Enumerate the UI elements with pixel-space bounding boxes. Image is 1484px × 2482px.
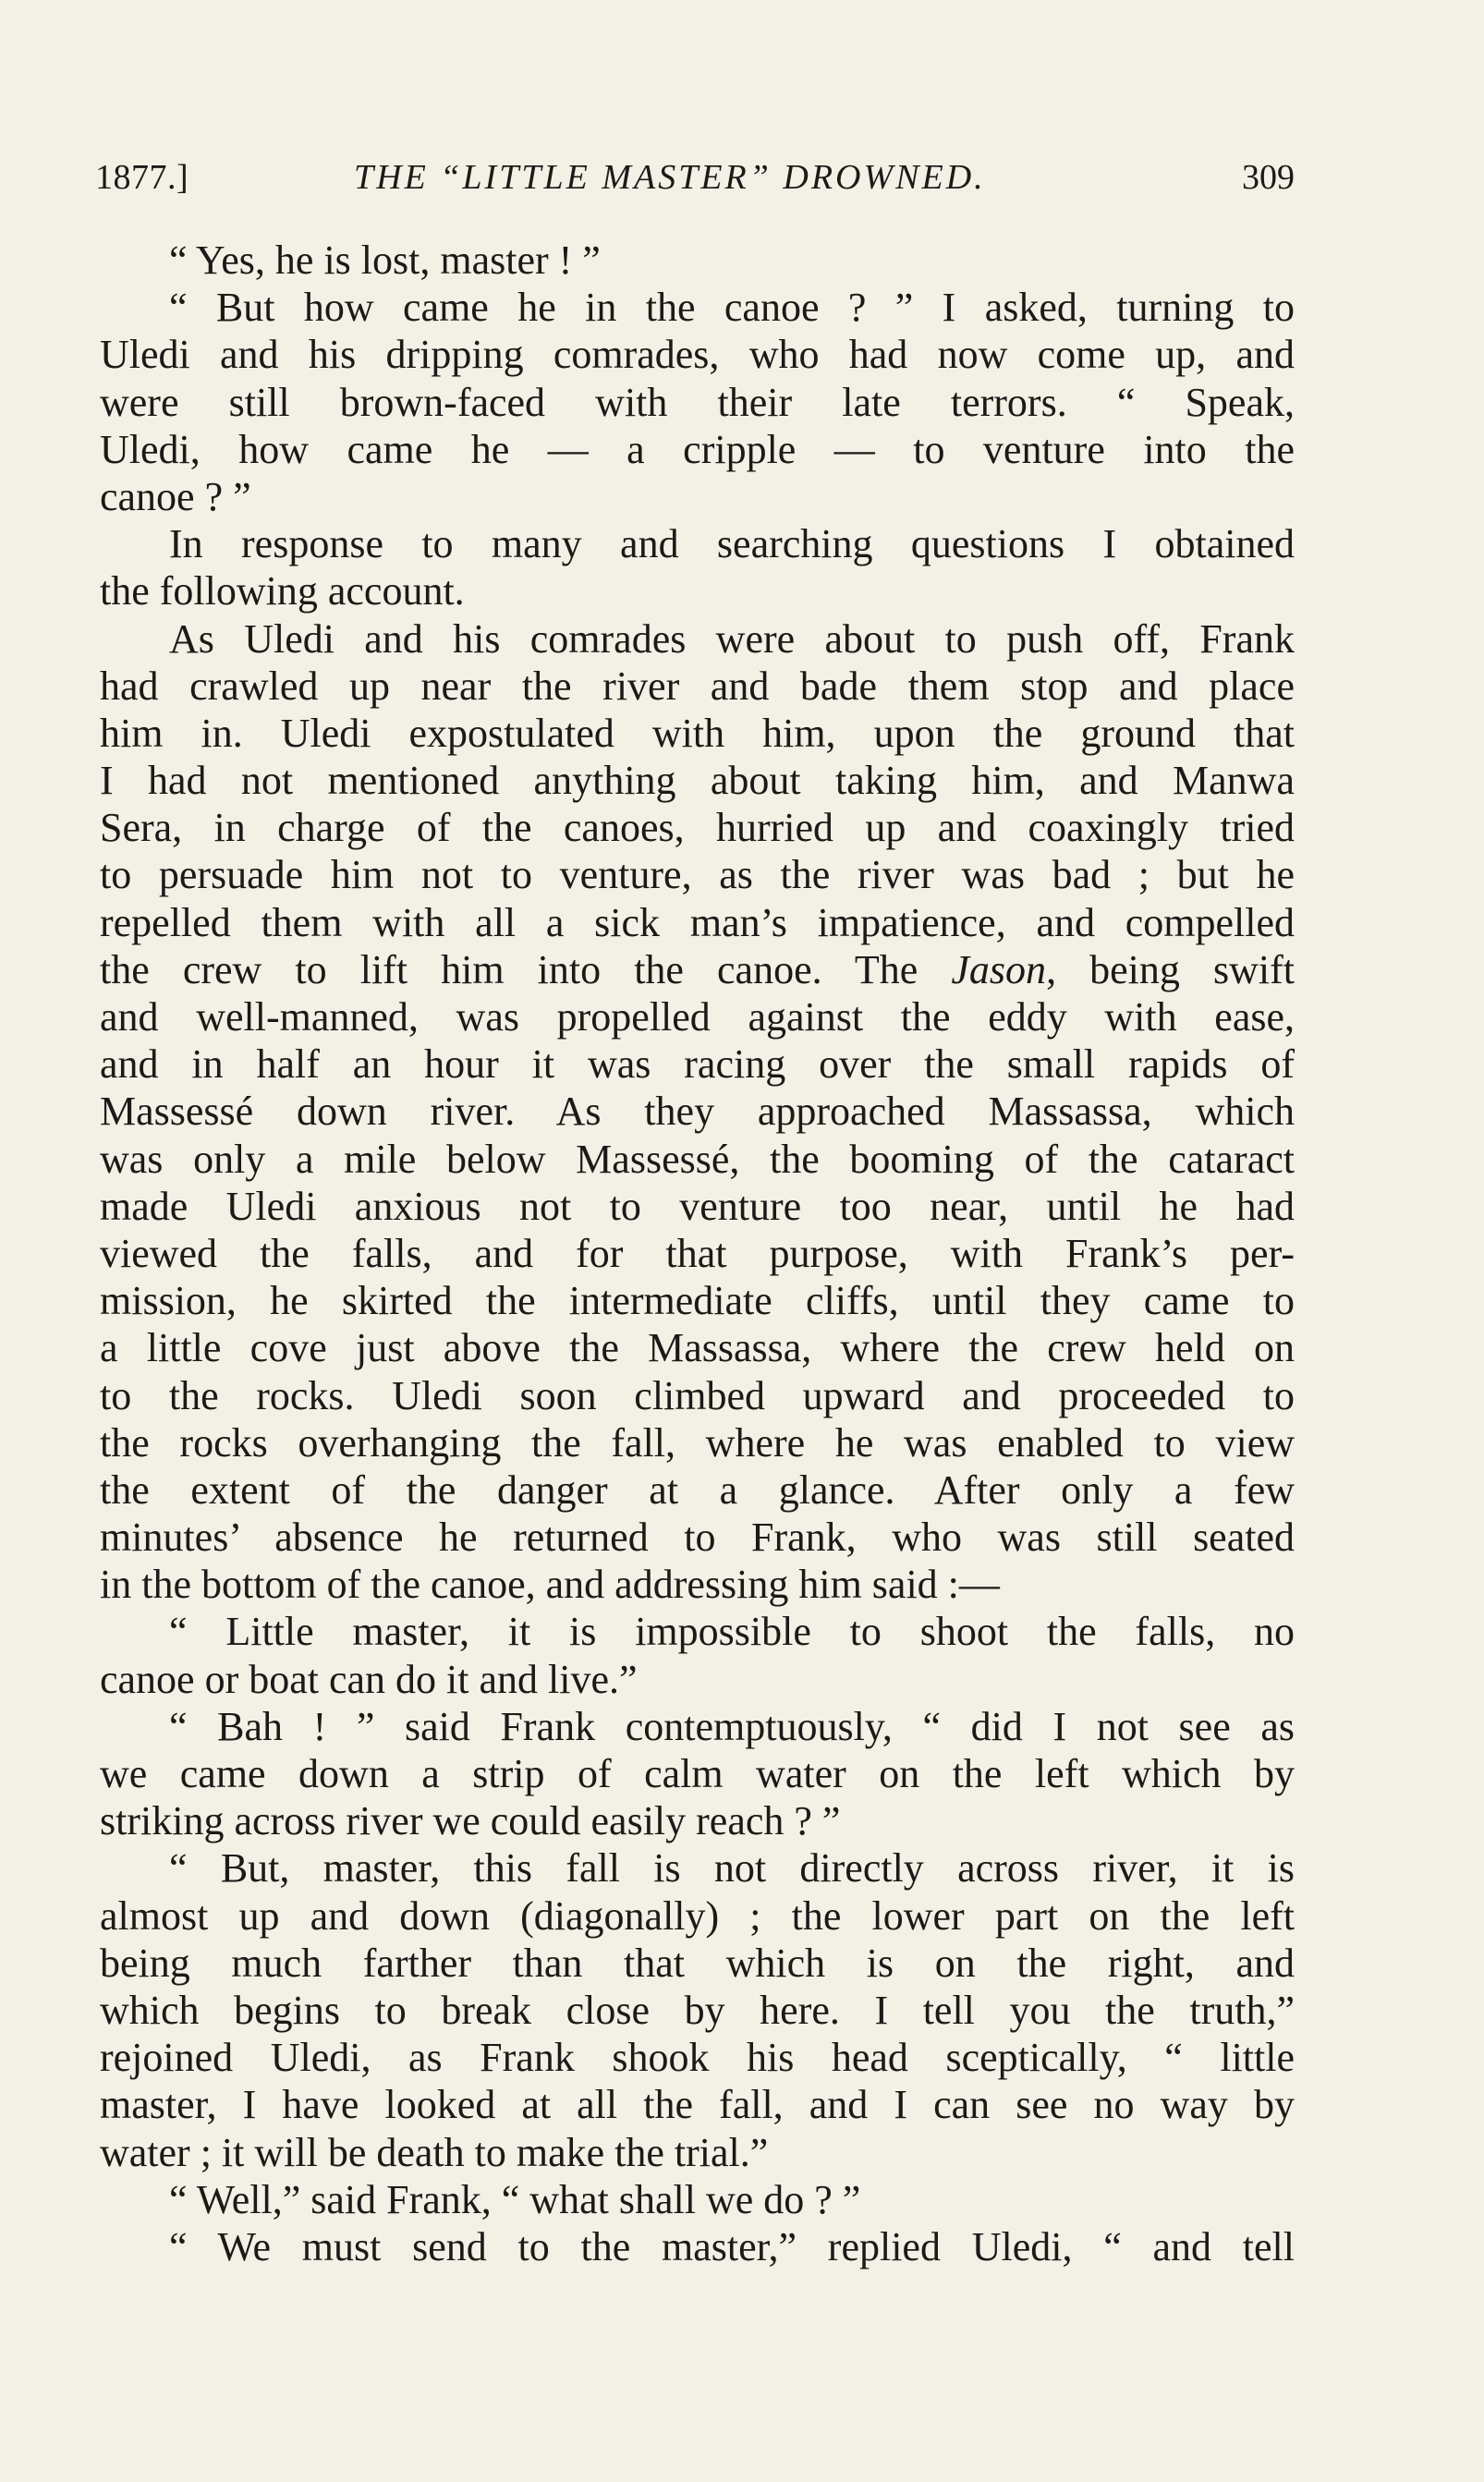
text-line: “ Yes, he is lost, master ! ” [169, 237, 601, 283]
text-line: a little cove just above the Massassa, where the crew held on [100, 1325, 1295, 1371]
text-line: “ But, master, this fall is not directly across river, it is [169, 1845, 1295, 1892]
text-line: canoe ? ” [100, 473, 251, 519]
text-line: which begins to break close by here. I tell you the truth,” [100, 1987, 1295, 2033]
text-line: mission, he skirted the intermediate cliffs, until they came to [100, 1278, 1295, 1324]
text-line: we came down a strip of calm water on the left which by [100, 1751, 1295, 1796]
text-line: the following account. [100, 568, 465, 614]
ship-name: Jason [951, 946, 1047, 992]
running-title: THE “LITTLE MASTER” DROWNED. [354, 158, 986, 197]
text-line: the rocks overhanging the fall, where he was enabled to view [100, 1419, 1295, 1466]
text-line: “ We must send to the master,” replied Uledi, “ and tell [169, 2223, 1295, 2269]
text-line: Massessé down river. As they approached Massassa, which [100, 1089, 1295, 1135]
text-line: being much farther than that which is on the right, and [100, 1940, 1295, 1986]
page-number: 309 [1242, 158, 1295, 197]
text-line: viewed the falls, and for that purpose, with Frank’s per- [100, 1230, 1295, 1276]
text-line: In response to many and searching questions I obtained [169, 521, 1295, 567]
text-line: were still brown-faced with their late terrors. “ Speak, [100, 379, 1295, 425]
text-line: “ But how came he in the canoe ? ” I asked, turning to [169, 285, 1295, 331]
text-line: and well-manned, was propelled against the eddy with ease, [100, 994, 1295, 1040]
text-line: striking across river we could easily reach ? ” [100, 1798, 841, 1844]
text-line: water ; it will be death to make the trial.” [100, 2129, 769, 2175]
text-line: to the rocks. Uledi soon climbed upward and proceeded to [100, 1372, 1295, 1418]
text-line: master, I have looked at all the fall, and I can see no way by [100, 2082, 1295, 2128]
body-text [100, 237, 1295, 2270]
text-line: in the bottom of the canoe, and addressing him said :— [100, 1562, 1000, 1608]
text-line: Sera, in charge of the canoes, hurried up and coaxingly tried [100, 805, 1295, 851]
text-line: As Uledi and his comrades were about to push off, Frank [169, 615, 1295, 662]
text-line: “ Little master, it is impossible to shoot the falls, no [169, 1609, 1295, 1655]
text-line: canoe or boat can do it and live.” [100, 1656, 638, 1702]
text-line: to persuade him not to venture, as the river was bad ; but he [100, 852, 1295, 898]
text-line: “ Bah ! ” said Frank contemptuously, “ did I not see as [169, 1703, 1295, 1749]
text-line: was only a mile below Massessé, the booming of the cataract [100, 1136, 1295, 1182]
text-line: the extent of the danger at a glance. After only a few [100, 1466, 1295, 1513]
text-line: almost up and down (diagonally) ; the lower part on the left [100, 1892, 1295, 1939]
text-line: I had not mentioned anything about taking him, and Manwa [100, 758, 1295, 804]
text-line: minutes’ absence he returned to Frank, who was still seated [100, 1515, 1295, 1561]
text-line: repelled them with all a sick man’s impatience, and compelled [100, 899, 1295, 945]
text-line: made Uledi anxious not to venture too near, until he had [100, 1183, 1295, 1229]
text-line: Uledi and his dripping comrades, who had now come up, and [100, 332, 1295, 378]
text-line: him in. Uledi expostulated with him, upon the ground that [100, 710, 1295, 756]
text-line: and in half an hour it was racing over the small rapids of [100, 1041, 1295, 1088]
header-year: 1877.] [95, 158, 189, 197]
text-line: “ Well,” said Frank, “ what shall we do ? ” [169, 2176, 861, 2222]
text-line: rejoined Uledi, as Frank shook his head sceptically, “ little [100, 2035, 1295, 2081]
text-line: Uledi, how came he — a cripple — to venture into the [100, 426, 1295, 472]
running-header [95, 157, 1295, 209]
text-line: had crawled up near the river and bade them stop and place [100, 663, 1295, 709]
text-line: the crew to lift him into the canoe. The Jason, being swift [100, 946, 1295, 992]
